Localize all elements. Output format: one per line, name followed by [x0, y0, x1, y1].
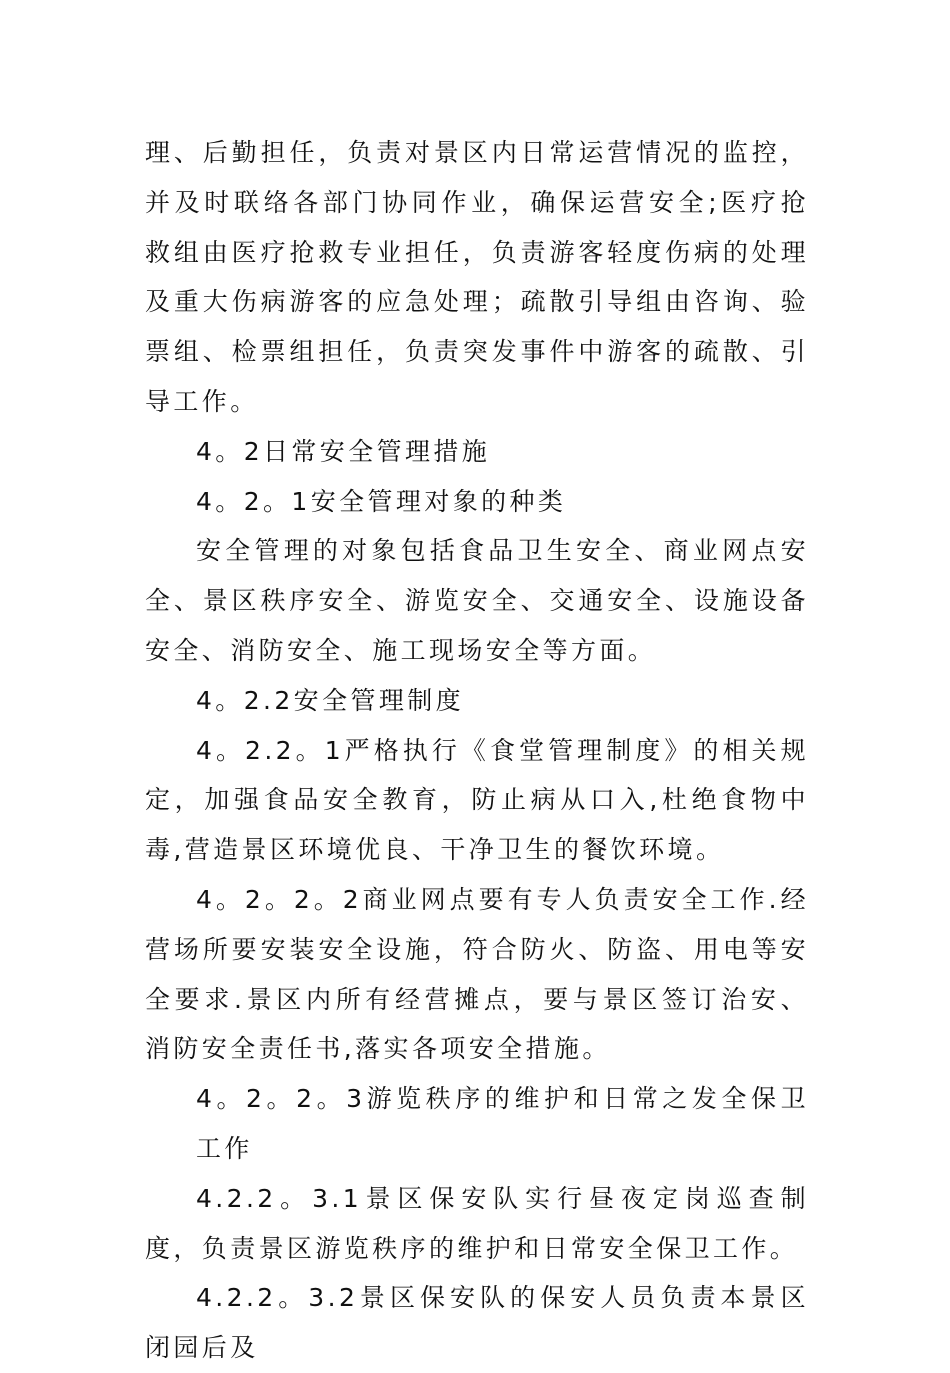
section-heading-4-2-1: 4。2。1安全管理对象的种类: [196, 486, 567, 516]
document-body: [145, 128, 809, 1373]
section-heading-4-2-2: 4。2.2安全管理制度: [196, 685, 465, 715]
paragraph-4-2-2-3-1: 4.2.2。3.1景区保安队实行昼夜定岗巡查制度，负责景区游览秩序的维护和日常安全保卫工作。: [145, 1183, 809, 1263]
paragraph-4-2-2-3-2: 4.2.2。3.2景区保安队的保安人员负责本景区闭园后及: [145, 1283, 809, 1363]
paragraph-emergency-groups: 理、后勤担任，负责对景区内日常运营情况的监控，并及时联络各部门协同作业，确保运营安全;医疗抢救组由医疗抢救专业担任，负责游客轻度伤病的处理及重大伤病游客的应急处理；疏散引导组由咨询、验票组、检票组担任，负责突发事件中游客的疏散、引导工作。: [145, 138, 809, 416]
paragraph-4-2-2-1: 4。2.2。1严格执行《食堂管理制度》的相关规定，加强食品安全教育，防止病从口入,杜绝食物中毒,营造景区环境优良、干净卫生的餐饮环境。: [145, 735, 809, 865]
section-heading-4-2-2-3: 4。2。2。3游览秩序的维护和日常之发全保卫工作: [196, 1084, 809, 1163]
paragraph-management-objects: 安全管理的对象包括食品卫生安全、商业网点安全、景区秩序安全、游览安全、交通安全、设施设备安全、消防安全、施工现场安全等方面。: [145, 536, 809, 665]
section-heading-4-2: 4。2日常安全管理措施: [196, 436, 491, 466]
paragraph-4-2-2-2: 4。2。2。2商业网点要有专人负责安全工作.经营场所要安装安全设施，符合防火、防盗、用电等安全要求.景区内所有经营摊点，要与景区签订治安、消防安全责任书,落实各项安全措施。: [145, 884, 809, 1064]
